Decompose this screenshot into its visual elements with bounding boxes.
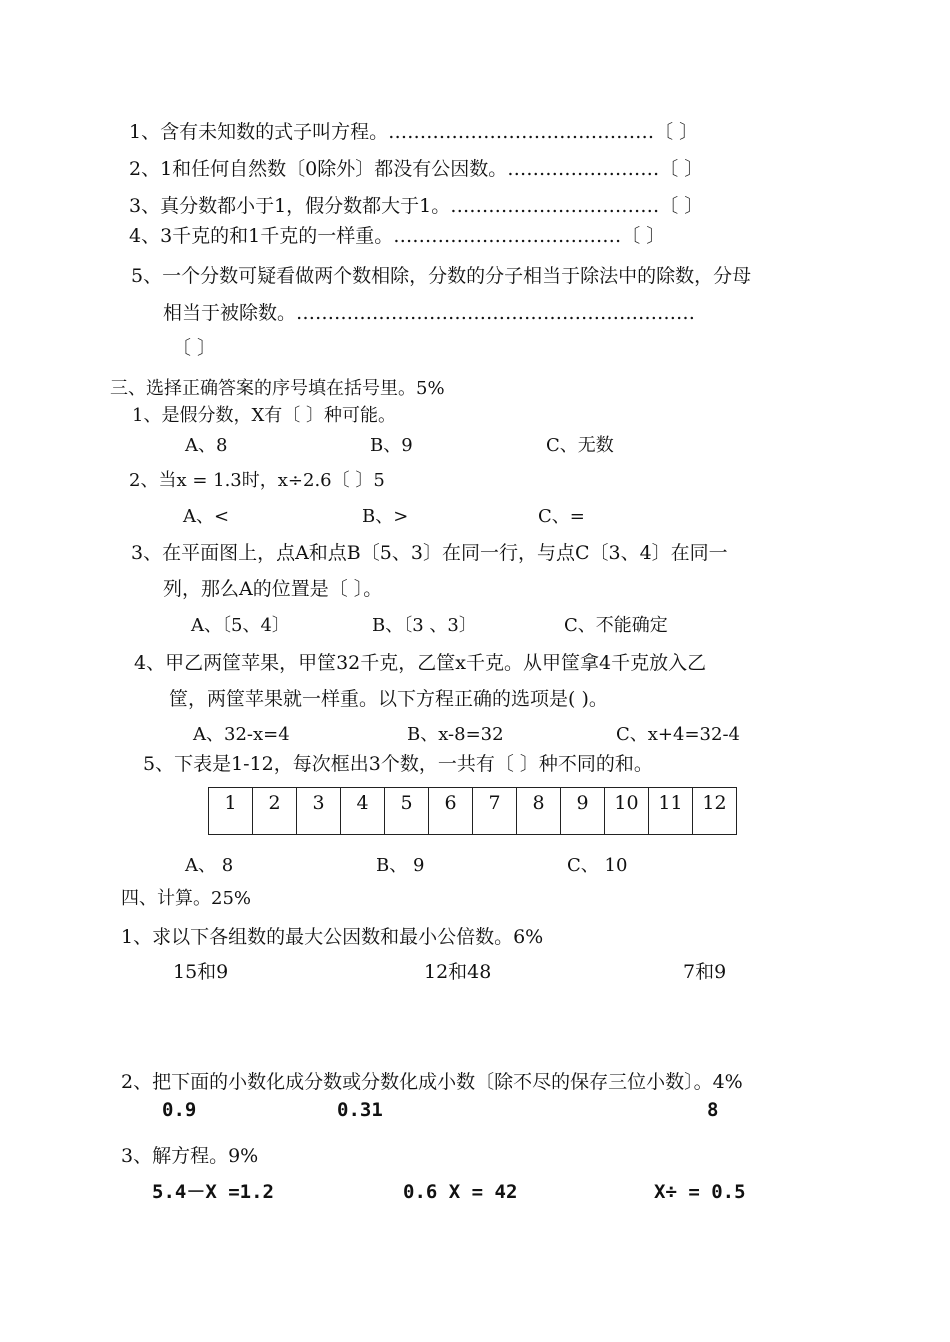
choice-q2-option-b: B、> — [362, 506, 409, 527]
equation-3: X÷ = 0.5 — [654, 1181, 746, 1203]
choice-q1: 1、是假分数，X有〔 〕种可能。 — [132, 405, 396, 426]
judge-item-2: 2、1和任何自然数〔0除外〕都没有公因数。……………………〔 〕 — [129, 158, 704, 180]
table-cell: 3 — [297, 788, 341, 835]
table-cell: 8 — [517, 788, 561, 835]
table-cell: 2 — [253, 788, 297, 835]
choice-q4-option-a: A、32-x=4 — [193, 724, 290, 745]
choice-q4-option-c: C、x+4=32-4 — [616, 724, 740, 745]
table-cell: 10 — [605, 788, 649, 835]
table-cell: 5 — [385, 788, 429, 835]
equation-2: 0.6 X = 42 — [403, 1181, 518, 1203]
calc-part1-item-1: 15和9 — [173, 961, 229, 983]
judge-item-5-line1: 5、一个分数可疑看做两个数相除，分数的分子相当于除法中的除数，分母 — [131, 265, 752, 287]
choice-q3-line1: 3、在平面图上，点A和点B〔5、3〕在同一行，与点C〔3、4〕在同一 — [131, 542, 728, 564]
judge-item-5-line2: 相当于被除数。……………………………………………………… — [163, 302, 696, 324]
table-cell: 6 — [429, 788, 473, 835]
choice-q5-option-c: C、 10 — [567, 855, 628, 876]
choice-q3-option-a: A、〔5、4〕 — [191, 615, 290, 636]
choice-q5: 5、下表是1-12，每次框出3个数，一共有〔 〕种不同的和。 — [143, 753, 653, 775]
choice-q4-line2: 筐，两筐苹果就一样重。以下方程正确的选项是( )。 — [169, 688, 608, 710]
table-cell: 4 — [341, 788, 385, 835]
choice-q2-option-c: C、= — [538, 506, 585, 527]
choice-q5-option-b: B、 9 — [376, 855, 425, 876]
number-table — [208, 787, 737, 835]
choice-q3-line2: 列，那么A的位置是〔 〕。 — [163, 578, 383, 600]
equation-1: 5.4－X =1.2 — [152, 1181, 274, 1203]
choice-q4-option-b: B、x-8=32 — [407, 724, 504, 745]
calc-part2-item-2: 0.31 — [337, 1099, 383, 1121]
calc-part1-item-3: 7和9 — [683, 961, 727, 983]
table-cell: 12 — [693, 788, 737, 835]
choice-q1-option-b: B、9 — [370, 435, 413, 456]
judge-item-4: 4、3千克的和1千克的一样重。………………………………〔 〕 — [129, 225, 666, 247]
calc-part3-prompt: 3、解方程。9% — [121, 1145, 259, 1167]
choice-q4-line1: 4、甲乙两筐苹果，甲筐32千克，乙筐x千克。从甲筐拿4千克放入乙 — [134, 652, 707, 674]
calc-part2-prompt: 2、把下面的小数化成分数或分数化成小数〔除不尽的保存三位小数〕。4% — [121, 1071, 743, 1093]
section4-title: 四、计算。25% — [121, 888, 252, 909]
table-cell: 1 — [209, 788, 253, 835]
calc-part1-prompt: 1、求以下各组数的最大公因数和最小公倍数。6% — [121, 926, 544, 948]
number-table-row — [209, 788, 737, 835]
choice-q3-option-c: C、不能确定 — [564, 615, 668, 636]
choice-q2-option-a: A、< — [183, 506, 230, 527]
judge-item-3: 3、真分数都小于1，假分数都大于1。……………………………〔 〕 — [129, 195, 704, 217]
calc-part1-item-2: 12和48 — [424, 961, 492, 983]
choice-q3-option-b: B、〔3 、3〕 — [372, 615, 477, 636]
table-cell: 9 — [561, 788, 605, 835]
choice-q2: 2、当x = 1.3时，x÷2.6〔 〕5 — [129, 470, 385, 491]
calc-part2-item-1: 0.9 — [162, 1099, 197, 1121]
table-cell: 7 — [473, 788, 517, 835]
choice-q5-option-a: A、 8 — [185, 855, 234, 876]
choice-q1-option-c: C、无数 — [546, 435, 614, 456]
judge-item-5-bracket: 〔 〕 — [172, 337, 217, 359]
choice-q1-option-a: A、8 — [185, 435, 228, 456]
judge-item-1: 1、含有未知数的式子叫方程。……………………………………〔 〕 — [129, 121, 699, 143]
table-cell: 11 — [649, 788, 693, 835]
calc-part2-item-3: 8 — [707, 1099, 719, 1121]
section3-title: 三、选择正确答案的序号填在括号里。5% — [110, 378, 445, 399]
